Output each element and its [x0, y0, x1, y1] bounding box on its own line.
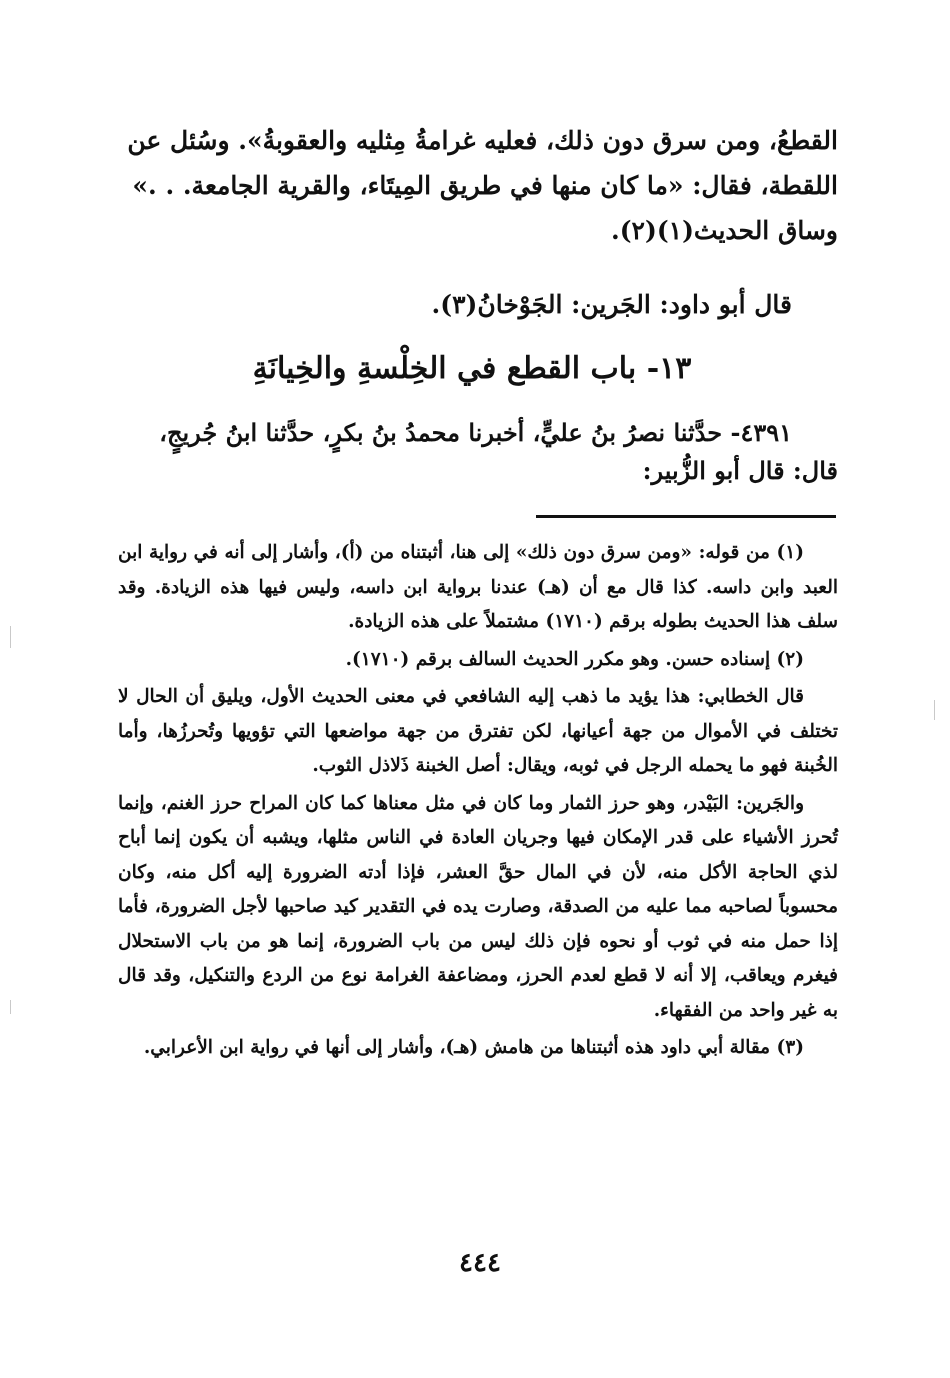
footnote-3: (٣) مقالة أبي داود هذه أثبتناها من هامش (هـ)، وأشار إلى أنها في رواية ابن الأعرابي. — [143, 1037, 804, 1058]
chapter-title: ١٣- باب القطع في الخِلْسةِ والخِيانَةِ — [252, 351, 692, 386]
abu-dawud-note: قال أبو داود: الجَرين: الجَوْخانُ(٣). — [431, 290, 792, 319]
hadith-text — [118, 414, 838, 490]
main-text — [118, 118, 838, 253]
page-number: ٤٤٤ — [459, 1248, 501, 1278]
scan-margin-mark — [934, 700, 935, 720]
footnote-jarin: والجَرين: البَيْدر، وهو حرز الثمار وما كان في مثل معناها كما كان المراح حرز الغنم، وإنما تُحرز الأشياء على قدر الإمكان فيها وجريان العادة في الناس مثلها، ويشبه أن يكون إنما أباح لذي الحاجة الأكل منه، لأن في المال حقَّ العشر، فإذا أدته الضرورة إليه أكل منه، وكان محسوباً لصاحبه مما عليه من الصدقة، وصارت يده في التقدير كيد صاحبها لأجل الضرورة، فأما إذا حمل منه في ثوب أو نحوه فإن ذلك ليس من باب الضرورة، إنما هو من باب الاستحلال فيغرم ويعاقب، إلا أنه لا قطع لعدم الحرز، ومضاعفة الغرامة نوع من الردع والتنكيل، وقد قال به غير واحد من الفقهاء. — [118, 792, 838, 1021]
hadith-line-1: ٤٣٩١- حدَّثنا نصرُ بنُ عليٍّ، أخبرنا محمدُ بنُ بكرٍ، حدَّثنا ابنُ جُريجٍ، — [159, 418, 792, 447]
footnote-separator — [536, 515, 836, 518]
hadith-line-2: قال: قال أبو الزُّبير: — [642, 456, 838, 485]
footnotes — [118, 536, 838, 1069]
scan-margin-mark — [10, 626, 11, 648]
footnote-khattabi: قال الخطابي: هذا يؤيد ما ذهب إليه الشافعي في معنى الحديث الأول، ويليق أن الحال لا تختلف في الأموال من جهة أعيانها، لكن تفترق من جهة مواضعها التي تؤويها وتُحرزُها، وأما الخُبنة فهو ما يحمله الرجل في ثوبه، ويقال: أصل الخبنة ذَلاذل الثوب. — [118, 686, 838, 776]
footnote-2: (٢) إسناده حسن. وهو مكرر الحديث السالف برقم (١٧١٠). — [345, 648, 804, 670]
scan-margin-mark — [10, 1000, 11, 1014]
main-text-line-3: وساق الحديث(١)(٢). — [611, 216, 838, 245]
main-text-line-1: القطعُ، ومن سرق دون ذلك، فعليه غرامةُ مِثليه والعقوبةُ». وسُئل عن — [127, 126, 838, 155]
footnote-1: (١) من قوله: «ومن سرق دون ذلك» إلى هنا، أثبتناه من (أ)، وأشار إلى أنه في رواية ابن العبد وابن داسه. كذا قال مع أن (هـ) عندنا برواية ابن داسه، وليس فيها هذه الزيادة. وقد سلف هذا الحديث بطوله برقم (١٧١٠) مشتملاً على هذه الزيادة. — [118, 542, 838, 632]
main-text-line-2: اللقطة، فقال: «ما كان منها في طريق المِيتَاء، والقرية الجامعة. . .» — [132, 171, 838, 200]
